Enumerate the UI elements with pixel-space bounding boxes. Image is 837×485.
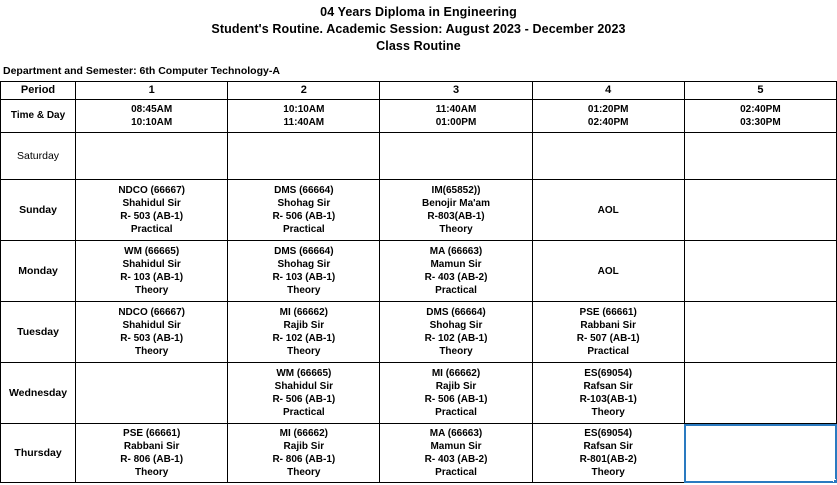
room-number: R- 507 (AB-1) [576,333,640,345]
schedule-cell-saturday-p5[interactable] [684,133,836,180]
room-number: R- 102 (AB-1) [424,333,488,345]
course-code: ES(69054) [584,367,633,379]
time-cell-period-1[interactable] [76,100,228,133]
course-code: DMS (66664) [426,306,486,318]
teacher-name: Shahidul Sir [122,259,181,271]
teacher-name: Mamun Sir [430,259,482,271]
class-entry [76,184,227,237]
schedule-cell-tuesday-p4[interactable] [532,302,684,363]
schedule-cell-wednesday-p3[interactable] [380,363,532,424]
day-row-thursday [1,424,837,483]
class-type: Practical [282,224,325,236]
class-entry [228,367,379,420]
period-header-cell-3[interactable]: 3 [380,82,532,100]
teacher-name: Rajib Sir [435,381,477,393]
schedule-cell-sunday-p2[interactable] [228,180,380,241]
course-code: WM (66665) [124,245,180,257]
teacher-name: Shahidul Sir [122,198,181,210]
schedule-cell-monday-p3[interactable] [380,241,532,302]
course-code: MA (66663) [429,427,483,439]
room-number: R-801(AB-2) [579,454,637,466]
course-code: PSE (66661) [123,427,181,439]
department-and-semester-label: Department and Semester: 6th Computer Technology-A [3,64,280,77]
activity-note: AOL [597,204,619,216]
schedule-cell-monday-p1[interactable] [76,241,228,302]
time-cell-period-3[interactable] [380,100,532,133]
room-number: R-803(AB-1) [427,211,485,223]
room-number: R- 403 (AB-2) [424,454,488,466]
time-start: 10:10AM [283,103,325,115]
class-entry [533,427,684,480]
schedule-cell-tuesday-p3[interactable] [380,302,532,363]
schedule-cell-thursday-p3[interactable] [380,424,532,483]
title-line-2: Student's Routine. Academic Session: August 2023 - December 2023 [211,21,626,36]
class-entry [380,306,531,359]
schedule-cell-thursday-p2[interactable] [228,424,380,483]
schedule-cell-tuesday-p5[interactable] [684,302,836,363]
room-number: R- 506 (AB-1) [424,394,488,406]
class-type: Practical [435,407,477,419]
class-entry [228,306,379,359]
course-code: PSE (66661) [579,306,637,318]
period-header-cell-4[interactable]: 4 [532,82,684,100]
teacher-name: Shahidul Sir [122,320,181,332]
time-and-day-row [1,100,837,133]
teacher-name: Shohag Sir [277,198,331,210]
time-cell-period-2[interactable] [228,100,380,133]
course-code: ES(69054) [584,427,633,439]
room-number: R- 103 (AB-1) [120,272,184,284]
room-number: R- 102 (AB-1) [272,333,336,345]
class-routine-table [0,81,837,483]
period-header-row [1,82,837,100]
schedule-cell-sunday-p4[interactable] [532,180,684,241]
class-type: Theory [591,467,625,479]
class-entry [380,427,531,480]
period-header-cell-5[interactable]: 5 [684,82,836,100]
day-label-monday: Monday [1,241,76,302]
schedule-cell-saturday-p1[interactable] [76,133,228,180]
class-entry [380,245,531,298]
day-label-tuesday: Tuesday [1,302,76,363]
teacher-name: Rabbani Sir [580,320,636,332]
time-end: 01:00PM [435,117,477,129]
course-code: IM(65852)) [431,184,481,196]
schedule-cell-thursday-p4[interactable] [532,424,684,483]
room-number: R- 403 (AB-2) [424,272,488,284]
room-number: R- 806 (AB-1) [120,454,184,466]
class-type: Theory [134,285,169,297]
day-row-tuesday [1,302,837,363]
room-number: R- 103 (AB-1) [272,272,336,284]
time-start: 02:40PM [740,103,781,115]
teacher-name: Mamun Sir [430,441,482,453]
day-row-monday [1,241,837,302]
course-code: NDCO (66667) [118,306,186,318]
class-type: Theory [439,224,473,236]
day-label-thursday: Thursday [1,424,76,483]
time-start: 08:45AM [131,103,173,115]
schedule-cell-saturday-p3[interactable] [380,133,532,180]
schedule-cell-thursday-p1[interactable] [76,424,228,483]
time-cell-period-5[interactable] [684,100,836,133]
schedule-cell-tuesday-p1[interactable] [76,302,228,363]
period-header-cell-2[interactable]: 2 [228,82,380,100]
teacher-name: Benojir Ma'am [422,198,490,210]
schedule-cell-saturday-p4[interactable] [532,133,684,180]
document-title-block [0,0,837,55]
day-row-saturday [1,133,837,180]
period-row-label: Period [1,82,76,100]
course-code: MA (66663) [429,245,483,257]
class-entry [76,427,227,480]
class-type: Practical [435,467,477,479]
schedule-cell-tuesday-p2[interactable] [228,302,380,363]
class-type: Practical [130,224,173,236]
schedule-cell-sunday-p1[interactable] [76,180,228,241]
room-number: R- 503 (AB-1) [120,333,184,345]
class-type: Theory [134,346,169,358]
class-type: Theory [287,285,321,297]
teacher-name: Rafsan Sir [583,441,633,453]
class-entry [76,245,227,298]
teacher-name: Rajib Sir [283,320,325,332]
schedule-cell-saturday-p2[interactable] [228,133,380,180]
class-entry [228,184,379,237]
room-number: R- 503 (AB-1) [120,211,184,223]
schedule-cell-wednesday-p5[interactable] [684,363,836,424]
time-end: 11:40AM [283,117,325,129]
schedule-cell-monday-p4[interactable] [532,241,684,302]
activity-note: AOL [597,265,619,277]
class-type: Practical [282,407,325,419]
course-code: MI (66662) [279,427,329,439]
room-number: R- 506 (AB-1) [272,211,336,223]
selected-cell[interactable] [684,424,836,483]
time-start: 01:20PM [587,103,629,115]
class-entry [380,184,531,237]
schedule-cell-monday-p2[interactable] [228,241,380,302]
teacher-name: Rafsan Sir [583,381,633,393]
room-number: R- 506 (AB-1) [272,394,336,406]
day-label-sunday: Sunday [1,180,76,241]
room-number: R- 806 (AB-1) [272,454,336,466]
title-line-3: Class Routine [376,38,461,53]
class-entry [76,306,227,359]
class-entry [533,367,684,420]
teacher-name: Rajib Sir [283,441,325,453]
teacher-name: Shohag Sir [277,259,331,271]
course-code: MI (66662) [279,306,329,318]
course-code: DMS (66664) [274,184,334,196]
course-code: WM (66665) [276,367,332,379]
class-type: Theory [439,346,473,358]
schedule-cell-wednesday-p1[interactable] [76,363,228,424]
teacher-name: Shahidul Sir [274,381,333,393]
class-type: Theory [287,346,321,358]
class-type: Theory [287,467,321,479]
class-type: Theory [134,467,169,479]
class-entry [228,427,379,480]
room-number: R-103(AB-1) [579,394,637,406]
class-type: Practical [435,285,477,297]
teacher-name: Rabbani Sir [123,441,180,453]
fill-handle[interactable] [833,479,837,483]
time-start: 11:40AM [435,103,477,115]
time-cell-period-4[interactable] [532,100,684,133]
time-end: 10:10AM [131,117,173,129]
teacher-name: Shohag Sir [429,320,483,332]
period-header-cell-1[interactable]: 1 [76,82,228,100]
schedule-cell-sunday-p3[interactable] [380,180,532,241]
class-entry [228,245,379,298]
class-entry [533,306,684,359]
title-line-1: 04 Years Diploma in Engineering [320,5,517,19]
schedule-cell-wednesday-p4[interactable] [532,363,684,424]
schedule-cell-sunday-p5[interactable] [684,180,836,241]
time-end: 02:40PM [587,117,629,129]
course-code: NDCO (66667) [118,184,186,196]
schedule-cell-wednesday-p2[interactable] [228,363,380,424]
course-code: MI (66662) [431,367,481,379]
day-row-wednesday [1,363,837,424]
class-entry [380,367,531,420]
class-type: Theory [591,407,625,419]
schedule-cell-monday-p5[interactable] [684,241,836,302]
time-and-day-label: Time & Day [1,100,76,133]
class-type: Practical [587,346,630,358]
time-end: 03:30PM [740,117,781,129]
course-code: DMS (66664) [274,245,334,257]
day-label-saturday: Saturday [1,133,76,180]
day-row-sunday [1,180,837,241]
day-label-wednesday: Wednesday [1,363,76,424]
